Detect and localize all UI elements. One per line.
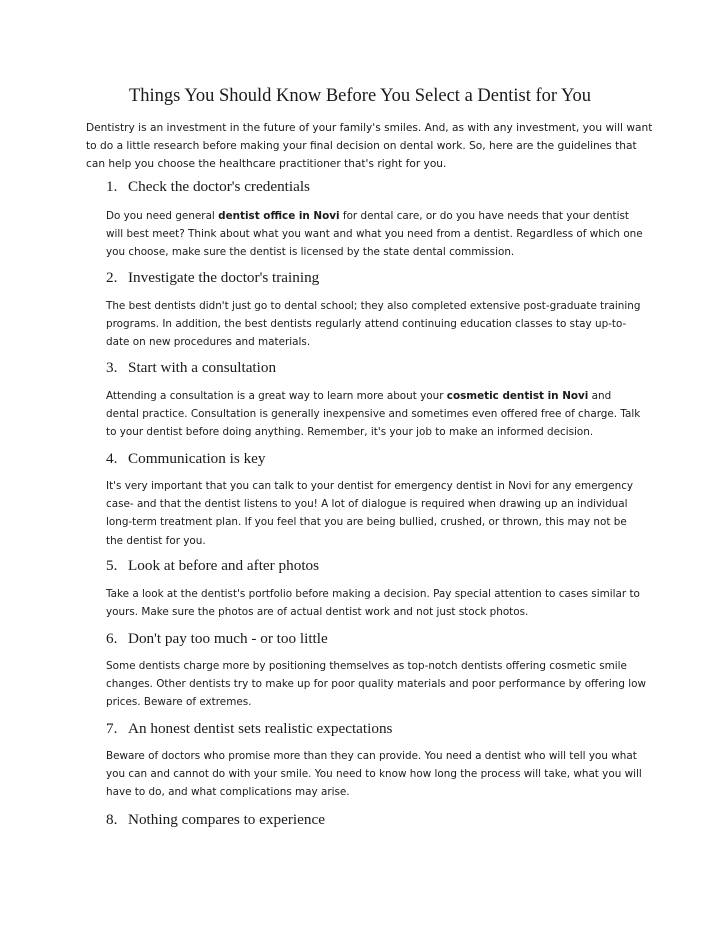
bold-keyword: cosmetic dentist in Novi	[446, 390, 589, 402]
section-paragraph-7: Beware of doctors who promise more than they can provide. You need a dentist who will tell you what you can and cannot do with your smile. You need to know how long the process will take, what you will have to do, and what complications may arise.	[106, 750, 642, 799]
section-title: Investigate the doctor's training	[128, 269, 320, 286]
section-paragraph-6: Some dentists charge more by positioning themselves as top-notch dentists offering cosmetic smile changes. Other dentists try to make up for poor quality materials and poor performance by offering low prices. Beware of extremes.	[106, 660, 646, 709]
section-number: 8.	[106, 811, 118, 828]
section-heading-1	[106, 178, 310, 196]
section-title: Don't pay too much - or too little	[128, 630, 328, 647]
section-number: 5.	[106, 557, 118, 574]
section-number: 3.	[106, 359, 118, 376]
paragraph-text: for dental care, or do you have needs that your dentist will best meet? Think about what you want and what you need from a dentist. Regardless of which one you choose, make sure the dentist is licensed by the state dental commission.	[106, 210, 643, 259]
page-title: Things You Should Know Before You Select a Dentist for You	[128, 86, 591, 106]
section-number: 1.	[106, 178, 118, 195]
section-paragraph-2: The best dentists didn't just go to dental school; they also completed extensive post-graduate training programs. In addition, the best dentists regularly attend continuing education classes to stay up-to-date on new procedures and materials.	[106, 300, 641, 349]
section-heading-5	[106, 557, 319, 575]
section-paragraph-5: Take a look at the dentist's portfolio before making a decision. Pay special attention to cases similar to yours. Make sure the photos are of actual dentist work and not just stock photos.	[106, 588, 640, 619]
paragraph-text: Do you need general	[106, 210, 219, 222]
section-number: 7.	[106, 720, 118, 737]
section-heading-7	[106, 720, 392, 738]
bold-keyword: dentist office in Novi	[218, 210, 340, 222]
section-heading-6	[106, 630, 328, 648]
section-paragraph-3	[106, 387, 646, 442]
section-title: Nothing compares to experience	[128, 811, 325, 828]
section-heading-4	[106, 450, 266, 468]
section-title: Start with a consultation	[128, 359, 277, 376]
section-title: An honest dentist sets realistic expectations	[128, 720, 393, 737]
paragraph-text: Attending a consultation is a great way to learn more about your	[106, 390, 447, 402]
section-title: Look at before and after photos	[128, 557, 320, 574]
section-number: 6.	[106, 630, 118, 647]
section-paragraph-1	[106, 207, 646, 262]
intro-paragraph: Dentistry is an investment in the future of your family's smiles. And, as with any investment, you will want to do a little research before making your final decision on dental work. So, here are the guidelines that can help you choose the healthcare practitioner that's right for you.	[86, 122, 653, 170]
section-number: 2.	[106, 269, 118, 286]
paragraph-text: and dental practice. Consultation is generally inexpensive and sometimes even offered free of charge. Talk to your dentist before doing anything. Remember, it's your job to make an informed decision.	[106, 390, 641, 439]
section-number: 4.	[106, 450, 118, 467]
section-heading-8	[106, 811, 325, 829]
section-title: Check the doctor's credentials	[128, 178, 310, 195]
section-heading-2	[106, 269, 319, 287]
section-heading-3	[106, 359, 276, 377]
section-title: Communication is key	[128, 450, 266, 467]
section-paragraph-4: It's very important that you can talk to your dentist for emergency dentist in Novi for any emergency case- and that the dentist listens to you! A lot of dialogue is required when drawing up an individual long-term treatment plan. If you feel that you are being bullied, crushed, or thrown, this may not be the dentist for you.	[106, 480, 634, 547]
